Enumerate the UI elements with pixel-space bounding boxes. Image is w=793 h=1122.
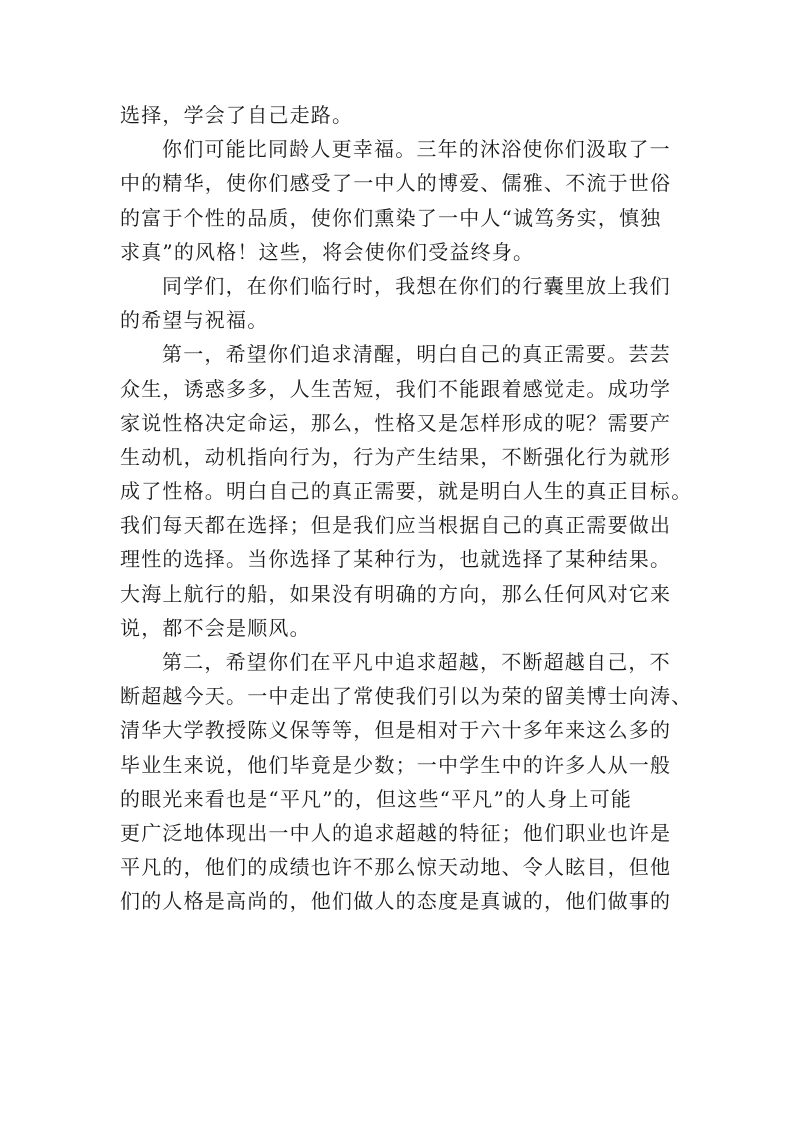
paragraph-first-line: 第一，希望你们追求清醒，明白自己的真正需要。芸芸 bbox=[162, 342, 671, 367]
text-line: 的富于个性的品质，使你们熏染了一中人“诚笃务实，慎独 bbox=[120, 205, 662, 230]
paragraph-first-line: 第二，希望你们在平凡中追求超越，不断超越自己，不 bbox=[162, 650, 671, 674]
text-line: 清华大学教授陈义保等等，但是相对于六十多年来这么多的 bbox=[120, 718, 672, 743]
paragraph-first-line: 同学们，在你们临行时，我想在你们的行囊里放上我们 bbox=[162, 273, 671, 298]
text-line: 更广泛地体现出一中人的追求超越的特征；他们职业也许是 bbox=[120, 820, 672, 845]
text-line: 求真”的风格！这些，将会使你们受益终身。 bbox=[120, 239, 535, 264]
text-line: 理性的选择。当你选择了某种行为，也就选择了某种结果。 bbox=[120, 547, 672, 572]
text-line: 成了性格。明白自己的真正需要，就是明白人生的真正目标。 bbox=[120, 479, 693, 504]
text-line: 们的人格是高尚的，他们做人的态度是真诚的，他们做事的 bbox=[120, 889, 672, 914]
document-body bbox=[120, 98, 693, 919]
text-line: 中的精华，使你们感受了一中人的博爱、儒雅、不流于世俗 bbox=[120, 171, 672, 196]
text-line: 毕业生来说，他们毕竟是少数；一中学生中的许多人从一般 bbox=[120, 752, 672, 777]
text-line: 说，都不会是顺风。 bbox=[120, 615, 311, 640]
text-line: 平凡的，他们的成绩也许不那么惊天动地、令人眩目，但他 bbox=[120, 855, 672, 880]
text-line: 家说性格决定命运，那么，性格又是怎样形成的呢？需要产 bbox=[120, 410, 672, 435]
text-line: 生动机，动机指向行为，行为产生结果，不断强化行为就形 bbox=[120, 444, 672, 469]
text-line: 我们每天都在选择；但是我们应当根据自己的真正需要做出 bbox=[120, 513, 672, 538]
text-line: 的希望与祝福。 bbox=[120, 308, 269, 333]
text-line: 选择，学会了自己走路。 bbox=[120, 103, 354, 127]
text-line: 的眼光来看也是“平凡”的，但这些“平凡”的人身上可能 bbox=[120, 786, 633, 811]
paragraph-first-line: 你们可能比同龄人更幸福。三年的沐浴使你们汲取了一 bbox=[162, 137, 671, 162]
text-line: 众生，诱惑多多，人生苦短，我们不能跟着感觉走。成功学 bbox=[120, 376, 672, 401]
text-line: 大海上航行的船，如果没有明确的方向，那么任何风对它来 bbox=[120, 581, 672, 606]
text-line: 断超越今天。一中走出了常使我们引以为荣的留美博士向涛、 bbox=[120, 684, 693, 709]
